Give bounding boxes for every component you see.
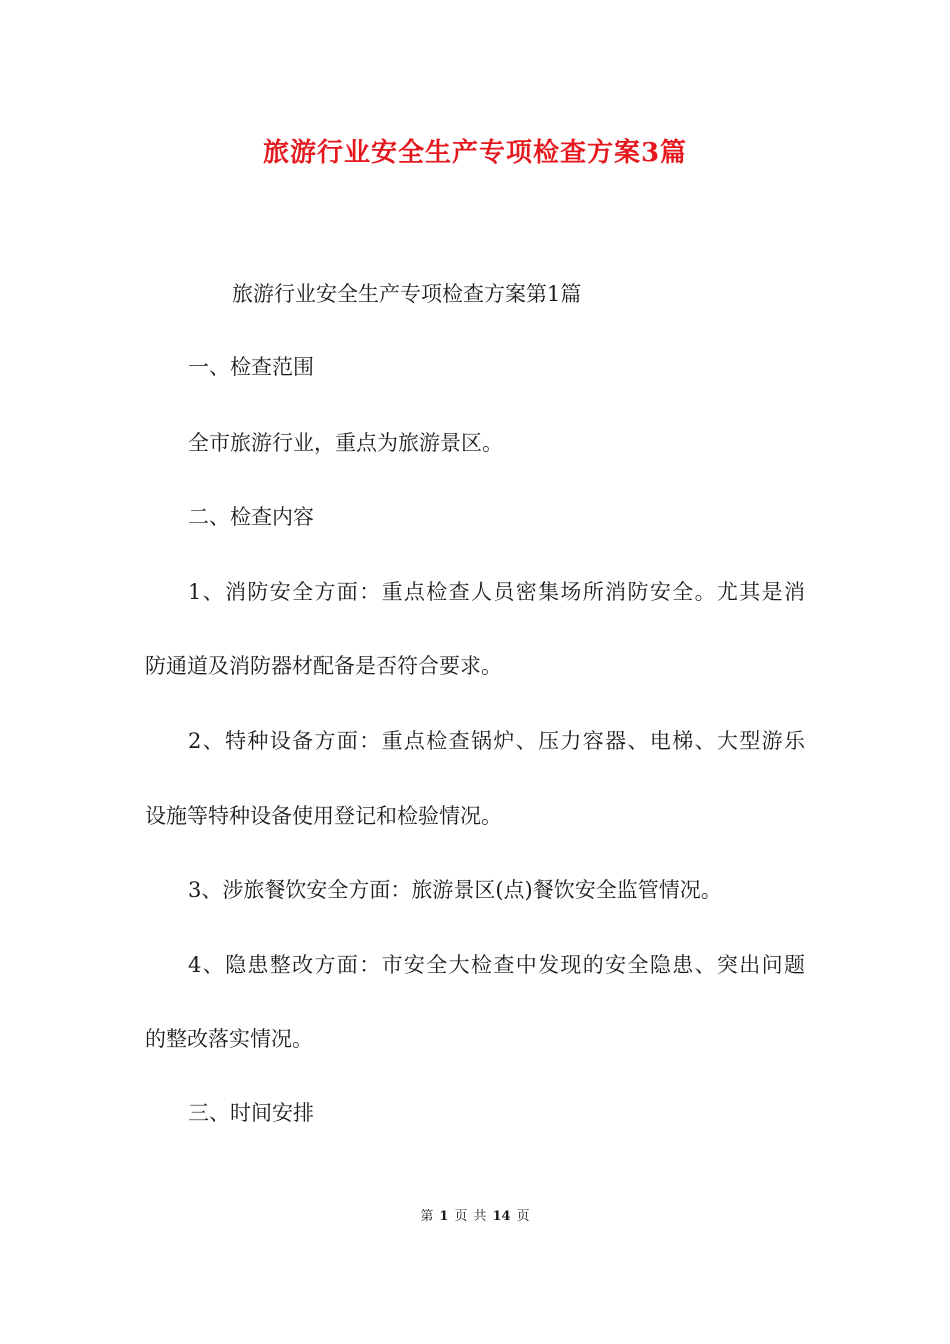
item4-line1: 4、隐患整改方面：市安全大检查中发现的安全隐患、突出问题 xyxy=(188,953,805,977)
item3-line1: 3、涉旅餐饮安全方面：旅游景区(点)餐饮安全监管情况。 xyxy=(188,878,722,902)
footer-page-word: 页 xyxy=(454,1209,468,1224)
footer-page-prefix: 第 xyxy=(420,1209,434,1224)
item4-line2: 的整改落实情况。 xyxy=(145,1027,313,1051)
item1-line1: 1、消防安全方面：重点检查人员密集场所消防安全。尤其是消 xyxy=(188,580,805,604)
time-heading: 三、时间安排 xyxy=(188,1101,314,1125)
footer-total-prefix: 共 xyxy=(473,1209,487,1224)
footer-current-page: 1 xyxy=(439,1209,449,1224)
scope-text: 全市旅游行业，重点为旅游景区。 xyxy=(188,431,503,455)
item1-line2: 防通道及消防器材配备是否符合要求。 xyxy=(145,654,502,678)
item2-line2: 设施等特种设备使用登记和检验情况。 xyxy=(145,804,502,828)
content-heading: 二、检查内容 xyxy=(188,505,314,529)
footer-total-suffix: 页 xyxy=(516,1209,530,1224)
page-footer xyxy=(0,1208,950,1226)
scope-heading: 一、检查范围 xyxy=(188,355,314,379)
section-subtitle: 旅游行业安全生产专项检查方案第1篇 xyxy=(232,282,582,306)
footer-total-pages: 14 xyxy=(492,1209,511,1224)
item2-line1: 2、特种设备方面：重点检查锅炉、压力容器、电梯、大型游乐 xyxy=(188,729,805,753)
document-title: 旅游行业安全生产专项检查方案3篇 xyxy=(262,138,688,168)
